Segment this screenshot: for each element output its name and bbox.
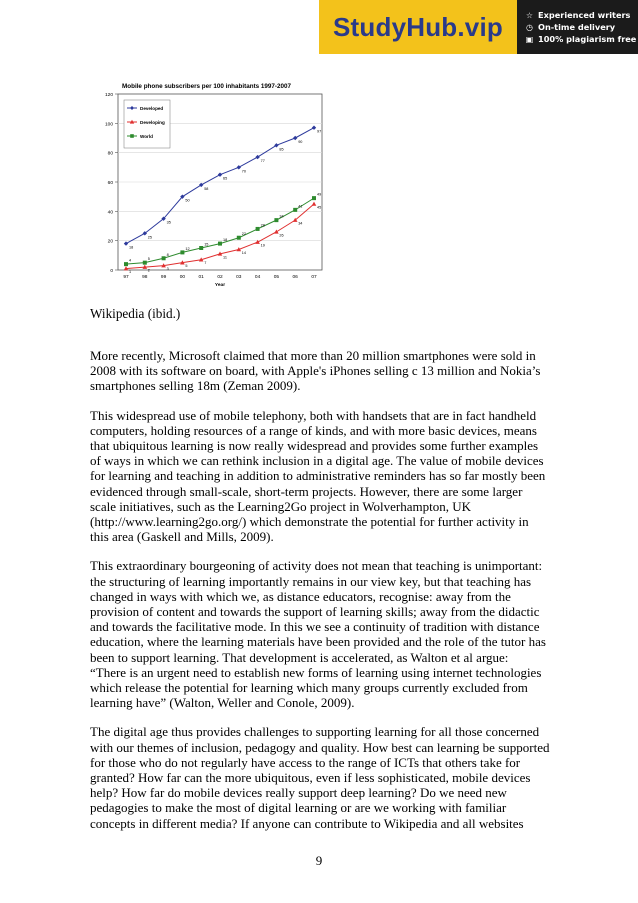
- banner-feature: [525, 22, 638, 32]
- legend-label: Developing: [140, 120, 165, 125]
- y-tick-label: 20: [107, 239, 113, 245]
- figure-caption: Wikipedia (ibid.): [90, 306, 181, 321]
- data-label: 28: [260, 223, 265, 228]
- data-label: 85: [279, 147, 284, 152]
- data-label: 35: [166, 220, 171, 225]
- x-tick-label: 01: [198, 275, 204, 280]
- data-label: 4: [129, 258, 132, 263]
- x-axis-label: Year: [214, 283, 226, 288]
- x-tick-label: 02: [217, 275, 223, 280]
- banner-feature: [525, 34, 638, 44]
- data-point: [274, 218, 278, 222]
- data-point: [143, 261, 147, 265]
- y-tick-label: 120: [104, 93, 113, 98]
- data-point: [312, 196, 316, 200]
- body-text: [90, 348, 560, 845]
- x-tick-label: 97: [123, 275, 129, 280]
- ad-banner[interactable]: [319, 0, 638, 54]
- x-tick-label: 99: [160, 275, 167, 280]
- data-point: [256, 227, 260, 231]
- data-label: 45: [317, 205, 322, 210]
- data-label: 97: [317, 129, 322, 134]
- x-tick-label: 03: [236, 275, 242, 280]
- data-label: 19: [260, 243, 265, 248]
- chart-svg: [90, 78, 330, 290]
- data-label: 65: [223, 176, 228, 181]
- data-label: 12: [185, 246, 190, 251]
- data-label: 11: [223, 255, 227, 260]
- legend-label: World: [140, 134, 153, 139]
- data-point: [293, 208, 297, 212]
- subscribers-chart: [90, 78, 330, 290]
- data-label: 26: [279, 233, 284, 238]
- banner-feature-label: Experienced writers: [538, 10, 631, 20]
- data-label: 34: [298, 221, 303, 226]
- banner-feature-label: On-time delivery: [538, 22, 616, 32]
- data-point: [199, 246, 203, 250]
- x-tick-label: 04: [254, 275, 261, 280]
- data-label: 3: [166, 267, 169, 272]
- data-label: 7: [204, 261, 207, 266]
- banner-feature: [525, 10, 638, 20]
- page-number: 9: [315, 853, 323, 868]
- data-label: 2: [147, 268, 150, 273]
- legend-label: Developed: [140, 106, 164, 111]
- data-label: 22: [241, 232, 247, 237]
- paragraph: The digital age thus provides challenges to supporting learning for all those concerned with our themes of inclusion, pedagogy and quality. How best can learning be supported for those who do not regularly have access to the range of ICTs that others take for granted? How far can the more ubiquitous, even if less sophisticated, mobile devices help? How far do mobile devices really support deep learning? Do we need new pedagogies to make the most of digital learning or are we working with familiar concepts in different media? If anyone can contribute to Wikipedia and all websites: [90, 724, 550, 831]
- data-label: 8: [166, 252, 169, 257]
- x-tick-label: 98: [142, 275, 148, 280]
- data-label: 41: [298, 204, 303, 209]
- data-label: 49: [317, 192, 322, 197]
- y-tick-label: 0: [110, 269, 113, 274]
- data-point: [162, 256, 166, 260]
- data-point: [124, 262, 128, 266]
- data-point: [218, 242, 222, 246]
- y-tick-label: 80: [107, 151, 113, 157]
- data-label: 70: [241, 169, 247, 174]
- data-point: [237, 236, 241, 240]
- star-icon: ☆: [525, 10, 534, 20]
- x-tick-label: 00: [179, 275, 186, 280]
- chart-title: Mobile phone subscribers per 100 inhabitants 1997-2007: [122, 83, 292, 90]
- data-label: 25: [147, 235, 153, 240]
- clock-icon: ◷: [526, 22, 533, 32]
- legend-marker: [130, 134, 134, 138]
- data-label: 90: [298, 140, 303, 144]
- banner-features: [517, 0, 638, 54]
- data-label: 1: [129, 270, 132, 275]
- data-label: 18: [129, 245, 134, 250]
- y-tick-label: 100: [104, 122, 113, 128]
- data-label: 5: [147, 257, 150, 262]
- paragraph: This extraordinary bourgeoning of activity does not mean that teaching is unimportant: the structuring of learning importantly remains in our view key, but that teaching has changed in ways with which we, as distance educators, recognise: away from the provision of content and towards the support of learning skills; away from the didactic and towards the facilitative mode. In this we see a continuity of tradition with distance education, where the learning materials have been provided and the role of the tutor has been to support learning. That development is accelerated, as Walton et al argue: “There is an urgent need to establish new forms of learning using internet technologies which release the potential for learning which many groups currently excluded from learning have” (Walton, Weller and Conole, 2009).: [90, 558, 546, 711]
- y-tick-label: 60: [107, 181, 113, 186]
- data-label: 18: [223, 238, 228, 243]
- plagiarism-icon: ▣: [525, 34, 534, 44]
- data-label: 34: [279, 214, 284, 219]
- data-label: 77: [260, 159, 265, 164]
- data-label: 5: [185, 264, 188, 269]
- x-tick-label: 06: [292, 275, 298, 280]
- y-tick-label: 40: [107, 210, 113, 216]
- studyhub-logo[interactable]: StudyHub.vip: [319, 0, 517, 54]
- x-tick-label: 05: [273, 275, 280, 280]
- data-label: 15: [204, 242, 209, 247]
- data-label: 14: [241, 250, 247, 255]
- paragraph: More recently, Microsoft claimed that more than 20 million smartphones were sold in 2008 with its software on board, with Apple's iPhones selling c 13 million and Nokia’s smartphones selling 18m (Zeman 2009).: [90, 348, 541, 394]
- paragraph: This widespread use of mobile telephony, both with handsets that are in fact handheld computers, holding resources of a range of kinds, and with more basic devices, means that ubiquitous learning is now really widespread and provides some further examples of ways in which we can rethink inclusion in a digital age. The value of mobile devices for learning and teaching in addition to administrative reminders has so far mostly been evidenced through small-scale, short-term projects. However, there are some larger scale initiatives, such as the Learning2Go project in Wolverhampton, UK (http://www.learning2go.org/) which demonstrate the potential for further activity in this area (Gaskell and Mills, 2009).: [90, 407, 546, 545]
- x-tick-label: 07: [311, 275, 317, 280]
- data-label: 50: [185, 198, 190, 203]
- data-point: [180, 250, 184, 254]
- data-label: 58: [204, 186, 209, 191]
- banner-feature-label: 100% plagiarism free: [538, 34, 637, 44]
